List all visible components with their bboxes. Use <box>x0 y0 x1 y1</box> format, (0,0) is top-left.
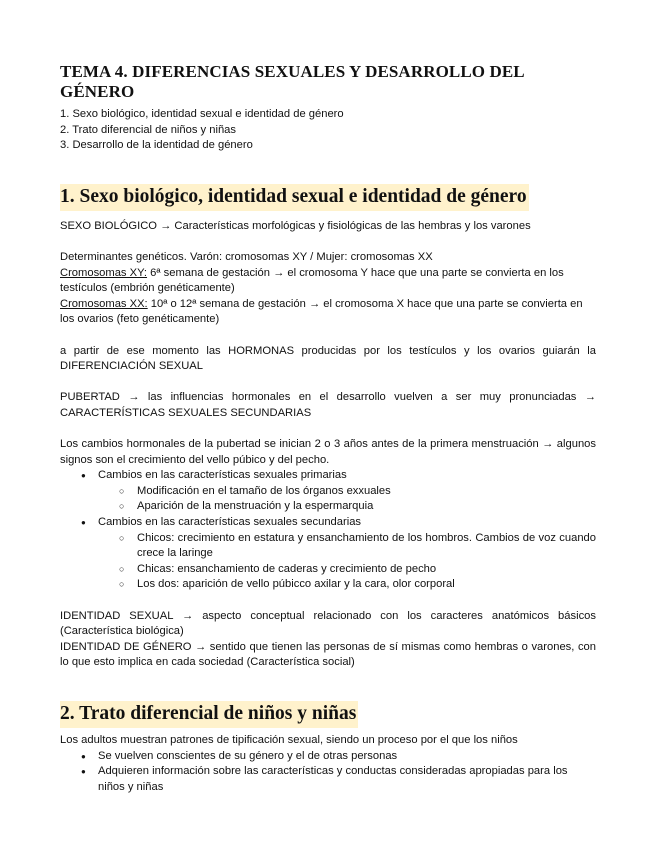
list-item: ○ Modificación en el tamaño de los órganos exxuales <box>60 484 596 500</box>
list-item: ● Adquieren información sobre las características y conductas consideradas apropiadas para los niños y niñas <box>60 764 596 795</box>
identidad-sexual-text: IDENTIDAD SEXUAL → aspecto conceptual relacionado con los caracteres anatómicos básicos (Característica biológica) <box>60 609 596 638</box>
document-title: TEMA 4. DIFERENCIAS SEXUALES Y DESARROLLO DEL GÉNERO <box>60 62 524 101</box>
toc-item-1: 1. Sexo biológico, identidad sexual e identidad de género <box>60 108 344 120</box>
cambios-text: Los cambios hormonales de la pubertad se inician 2 o 3 años antes de la primera menstruación → algunos signos son el crecimiento del vello púbico y del pecho. <box>60 438 596 466</box>
primarias-sublist <box>60 484 596 515</box>
hormonas-text: a partir de ese momento las HORMONAS producidas por los testículos y los ovarios guiarán la DIFERENCIACIÓN SEXUAL <box>60 344 596 373</box>
list-item-secundarias <box>60 515 596 593</box>
cromosomas-xy-text <box>60 266 596 297</box>
toc-item-2: 2. Trato diferencial de niños y niñas <box>60 123 236 136</box>
section-2-heading: 2. Trato diferencial de niños y niñas <box>60 701 358 728</box>
secundarias-label: Cambios en las características sexuales secundarias <box>98 516 362 529</box>
section-2-list <box>60 749 596 796</box>
pubertad-text: PUBERTAD → las influencias hormonales en el desarrollo vuelven a ser muy pronunciadas → CARACTERÍSTICAS SEXUALES SECUNDARIAS <box>60 391 596 419</box>
list-item: ○ Los dos: aparición de vello púbicco axilar y la cara, olor corporal <box>60 577 596 593</box>
cromosomas-xy-desc: 6ª semana de gestación → el cromosoma Y hace que una parte se convierta en los testículos (embrión genéticamente) <box>60 266 564 295</box>
secundarias-sublist <box>60 531 596 593</box>
determinantes-text: Determinantes genéticos. Varón: cromosomas XY / Mujer: cromosomas XX <box>60 250 433 263</box>
toc-item-3: 3. Desarrollo de la identidad de género <box>60 139 253 152</box>
cromosomas-xy-label: Cromosomas XY: <box>60 266 148 279</box>
list-item: ○ Chicas: ensanchamiento de caderas y crecimiento de pecho <box>60 562 596 578</box>
cromosomas-xx-label: Cromosomas XX: <box>60 297 148 310</box>
cromosomas-xx-desc: 10ª o 12ª semana de gestación → el cromosoma X hace que una parte se convierta en los ovarios (feto genéticamente) <box>60 297 583 326</box>
list-item: ● Se vuelven conscientes de su género y el de otras personas <box>60 749 596 765</box>
table-of-contents <box>60 107 596 154</box>
section-2-intro: Los adultos muestran patrones de tipificación sexual, siendo un proceso por el que los niños <box>60 734 518 746</box>
section-1-heading: 1. Sexo biológico, identidad sexual e identidad de género <box>60 184 529 211</box>
list-item-primarias <box>60 468 596 515</box>
identidad-genero-text: IDENTIDAD DE GÉNERO → sentido que tienen las personas de sí mismas como hembras o varones, con lo que esto implica en cada sociedad (Característica social) <box>60 640 596 669</box>
list-item: ○ Aparición de la menstruación y la espermarquia <box>60 499 596 515</box>
primarias-label: Cambios en las características sexuales primarias <box>98 469 347 482</box>
list-item: ○ Chicos: crecimiento en estatura y ensanchamiento de los hombros. Cambios de voz cuando crece la laringe <box>60 531 596 562</box>
cromosomas-xx-text <box>60 297 596 328</box>
sexo-biologico-text: SEXO BIOLÓGICO → Características morfológicas y fisiológicas de las hembras y los varones <box>60 219 531 232</box>
document-page <box>60 62 596 795</box>
cambios-list <box>60 468 596 593</box>
